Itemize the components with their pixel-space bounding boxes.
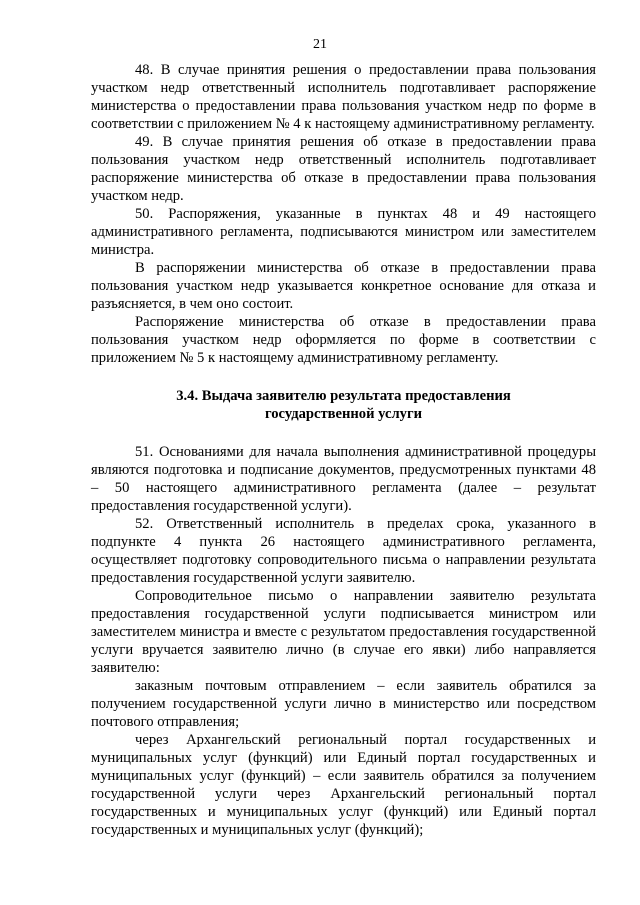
paragraph-cover-letter: Сопроводительное письмо о направлении заявителю результата предоставления государственной услуги подписывается министром или заместителем министра и вместе с результатом предоставления государственной услуги вручается заявителю лично (в случае его явки) либо направляется заявителю:	[91, 588, 596, 676]
page-content	[91, 61, 596, 839]
section-heading-line-1: 3.4. Выдача заявителю результата предоставления	[176, 388, 511, 404]
paragraph-portal-delivery: через Архангельский региональный портал государственных и муниципальных услуг (функций) или Единый портал государственных и муниципальных услуг (функций) – если заявитель обратился за получением государственной услуги через Архангельский региональный портал государственных и муниципальных услуг (функций) или Единый портал государственных и муниципальных услуг (функций);	[91, 732, 596, 838]
paragraph-49: 49. В случае принятия решения об отказе в предоставлении права пользования участком недр ответственный исполнитель подготавливает распоряжение министерства об отказе в предоставлении права пользования участком недр.	[91, 134, 596, 204]
paragraph-refusal-grounds: В распоряжении министерства об отказе в предоставлении права пользования участком недр указывается конкретное основание для отказа и разъясняется, в чем оно состоит.	[91, 260, 596, 312]
paragraph-51: 51. Основаниями для начала выполнения административной процедуры являются подготовка и подписание документов, предусмотренных пунктами 48 – 50 настоящего административного регламента (далее – результат предоставления государственной услуги).	[91, 444, 596, 514]
page-number: 21	[313, 37, 327, 52]
section-heading	[91, 387, 596, 423]
paragraph-50: 50. Распоряжения, указанные в пунктах 48 и 49 настоящего административного регламента, подписываются министром или заместителем министра.	[91, 206, 596, 258]
paragraph-52: 52. Ответственный исполнитель в пределах срока, указанного в подпункте 4 пункта 26 настоящего административного регламента, осуществляет подготовку сопроводительного письма о направлении результата предоставления государственной услуги заявителю.	[91, 516, 596, 586]
section-heading-line-2: государственной услуги	[264, 406, 423, 422]
paragraph-postal-delivery: заказным почтовым отправлением – если заявитель обратился за получением государственной услуги лично в министерство или посредством почтового отправления;	[91, 678, 596, 730]
paragraph-48: 48. В случае принятия решения о предоставлении права пользования участком недр ответственный исполнитель подготавливает распоряжение министерства о предоставлении права пользования участком недр по форме в соответствии с приложением № 4 к настоящему административному регламенту.	[91, 62, 596, 132]
paragraph-refusal-form: Распоряжение министерства об отказе в предоставлении права пользования участком недр оформляется по форме в соответствии с приложением № 5 к настоящему административному регламенту.	[91, 314, 596, 366]
